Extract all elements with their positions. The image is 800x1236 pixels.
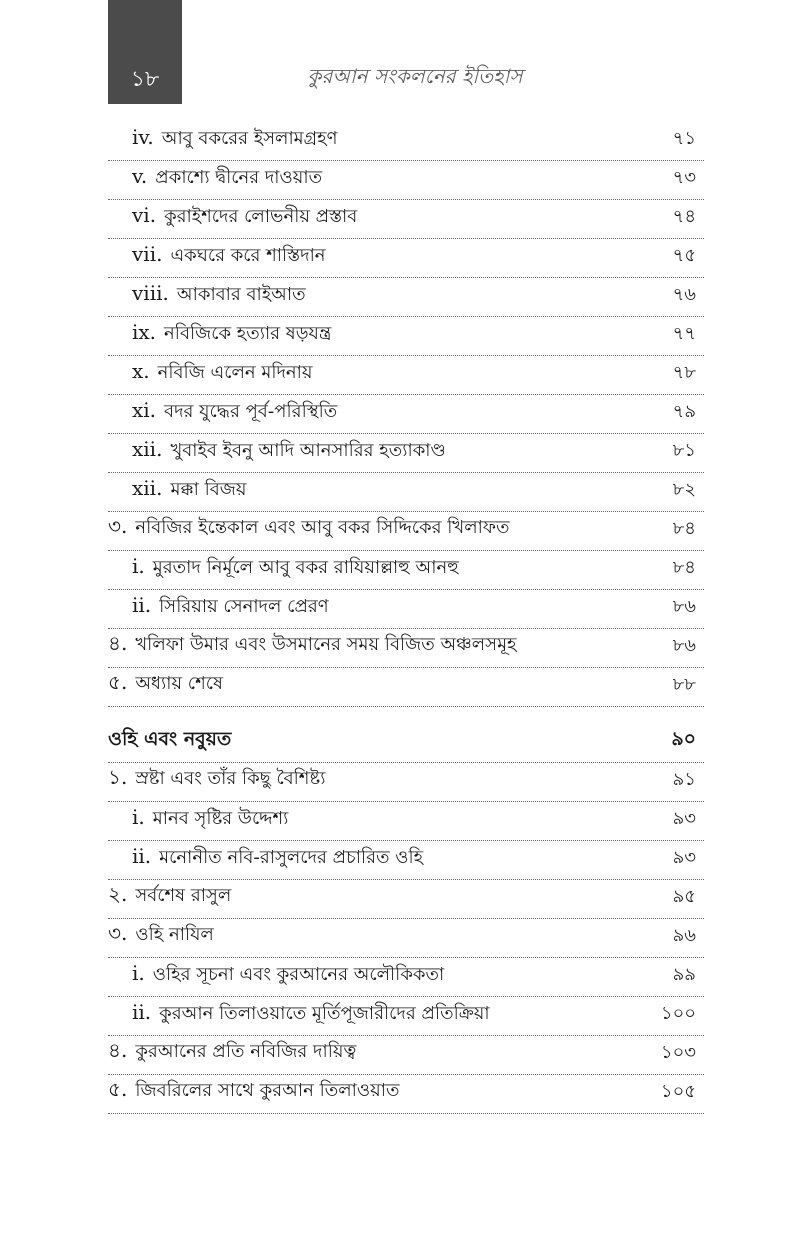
toc-entry-title: স্রষ্টা এবং তাঁর কিছু বৈশিষ্ট্য: [135, 768, 326, 789]
toc-entry-title: প্রকাশ্যে দ্বীনের দাওয়াত: [155, 167, 323, 188]
toc-entry[interactable]: [108, 122, 704, 161]
toc-entry[interactable]: [108, 317, 704, 356]
toc-entry[interactable]: [108, 473, 704, 512]
toc-entry-number: ix.: [132, 320, 157, 344]
toc-entry-page: ৭৮: [672, 362, 696, 383]
toc-entry-page: ৮৮: [672, 674, 696, 695]
toc-entry-number: ৪.: [108, 1038, 128, 1062]
toc-section-page: ৯০: [671, 728, 696, 750]
toc-entry-page: ৯৫: [672, 886, 696, 907]
toc-entry-number: ৫.: [108, 1077, 128, 1101]
toc-entry-number: vii.: [132, 242, 163, 266]
toc-entry-title: মানব সৃষ্টির উদ্দেশ্য: [152, 808, 289, 829]
toc-entry[interactable]: [108, 958, 704, 997]
toc-entry-title: নবিজির ইন্তেকাল এবং আবু বকর সিদ্দিকের খিলাফত: [135, 517, 510, 538]
toc-entry-title: ওহি নাযিল: [135, 924, 214, 945]
running-title: কুরআন সংকলনের ইতিহাস: [307, 64, 523, 88]
toc-entry-number: i.: [132, 961, 145, 985]
toc-entry-number: v.: [132, 164, 148, 188]
toc-entry-number: viii.: [132, 281, 169, 305]
table-of-contents: [108, 122, 704, 1114]
toc-entry-number: ৩.: [108, 514, 128, 538]
toc-entry[interactable]: [108, 763, 704, 802]
toc-entry-title: আকাবার বাইআত: [176, 284, 306, 305]
toc-entry-page: ৮৪: [672, 557, 696, 578]
toc-entry-number: xii.: [132, 476, 163, 500]
toc-section-heading[interactable]: [108, 707, 704, 763]
toc-entry-title: সিরিয়ায় সেনাদল প্রেরণ: [159, 596, 329, 617]
toc-entry-page: ৭৪: [672, 206, 696, 227]
toc-entry-title: মুরতাদ নির্মূলে আবু বকর রাযিয়াল্লাহু আনহু: [152, 557, 459, 578]
toc-entry-page: ৮৬: [672, 596, 696, 617]
toc-entry-title: জিবরিলের সাথে কুরআন তিলাওয়াত: [135, 1080, 400, 1101]
toc-entry-title: নবিজিকে হত্যার ষড়যন্ত্র: [164, 323, 332, 344]
toc-entry[interactable]: [108, 1075, 704, 1114]
toc-entry-title: অধ্যায় শেষে: [135, 673, 223, 694]
toc-entry-number: iv.: [132, 125, 154, 149]
toc-entry-page: ৯৯: [672, 964, 696, 985]
toc-entry-page: ৮১: [672, 440, 696, 461]
toc-entry-number: ii.: [132, 1000, 152, 1024]
toc-entry[interactable]: [108, 1036, 704, 1075]
toc-entry-title: কুরআন তিলাওয়াতে মূর্তিপূজারীদের প্রতিক্রিয়া: [159, 1003, 490, 1024]
toc-section-title: ওহি এবং নবুয়ত: [108, 728, 232, 750]
toc-entry-page: ৮৬: [672, 635, 696, 656]
toc-entry-page: ৯৩: [672, 847, 696, 868]
toc-entry-title: একঘরে করে শাস্তিদান: [170, 245, 326, 266]
toc-entry-title: নবিজি এলেন মদিনায়: [157, 362, 313, 383]
toc-entry-page: ১০৫: [660, 1081, 696, 1102]
toc-entry[interactable]: [108, 239, 704, 278]
toc-entry[interactable]: [108, 629, 704, 668]
toc-entry-number: ১.: [108, 765, 128, 789]
toc-entry-title: কুরআনের প্রতি নবিজির দায়িত্ব: [135, 1041, 357, 1062]
toc-entry-title: খুবাইব ইবনু আদি আনসারির হত্যাকাণ্ড: [170, 440, 446, 461]
toc-entry[interactable]: [108, 997, 704, 1036]
toc-entry[interactable]: [108, 278, 704, 317]
toc-entry[interactable]: [108, 395, 704, 434]
toc-entry[interactable]: [108, 919, 704, 958]
toc-entry-page: ৭৭: [672, 323, 696, 344]
toc-entry-page: ৭৫: [672, 245, 696, 266]
toc-entry-title: ওহির সূচনা এবং কুরআনের অলৌকিকতা: [152, 964, 445, 985]
toc-entry-number: ii.: [132, 844, 152, 868]
page-number-tab: [108, 0, 182, 104]
toc-entry-page: ৯৬: [672, 925, 696, 946]
toc-entry[interactable]: [108, 841, 704, 880]
toc-entry-number: x.: [132, 359, 150, 383]
toc-entry[interactable]: [108, 512, 704, 551]
toc-entry-title: খলিফা উমার এবং উসমানের সময় বিজিত অঞ্চলসমূহ: [135, 634, 517, 655]
toc-entry-number: xii.: [132, 437, 163, 461]
toc-entry-page: ৯১: [672, 769, 696, 790]
toc-entry-number: ii.: [132, 593, 152, 617]
toc-entry-title: সর্বশেষ রাসুল: [135, 885, 232, 906]
toc-entry-title: আবু বকরের ইসলামগ্রহণ: [161, 128, 338, 149]
toc-entry-title: কুরাইশদের লোভনীয় প্রস্তাব: [164, 206, 358, 227]
page-number: ১৮: [130, 67, 160, 92]
toc-entry-title: মক্কা বিজয়: [170, 479, 247, 500]
toc-entry[interactable]: [108, 356, 704, 395]
toc-entry-page: ৮২: [672, 479, 696, 500]
toc-entry[interactable]: [108, 668, 704, 707]
toc-entry-number: ২.: [108, 882, 128, 906]
toc-entry[interactable]: [108, 434, 704, 473]
toc-entry[interactable]: [108, 590, 704, 629]
toc-entry-page: ৯৩: [672, 808, 696, 829]
toc-entry-page: ৭৩: [672, 167, 696, 188]
toc-entry[interactable]: [108, 161, 704, 200]
toc-entry-page: ৭১: [672, 128, 696, 149]
toc-entry[interactable]: [108, 802, 704, 841]
toc-entry-number: vi.: [132, 203, 157, 227]
toc-entry-number: ৩.: [108, 921, 128, 945]
toc-entry-title: বদর যুদ্ধের পূর্ব-পরিস্থিতি: [164, 401, 338, 422]
toc-entry-title: মনোনীত নবি-রাসুলদের প্রচারিত ওহি: [159, 847, 424, 868]
toc-entry-number: xi.: [132, 398, 157, 422]
toc-entry-number: i.: [132, 554, 145, 578]
toc-entry[interactable]: [108, 880, 704, 919]
toc-entry-page: ৭৬: [672, 284, 696, 305]
toc-entry-number: i.: [132, 805, 145, 829]
toc-entry-page: ৭৯: [672, 401, 696, 422]
toc-entry-number: ৫.: [108, 670, 128, 694]
toc-entry-page: ৮৪: [672, 518, 696, 539]
toc-entry[interactable]: [108, 200, 704, 239]
toc-entry-page: ১০৩: [660, 1042, 696, 1063]
toc-entry-number: ৪.: [108, 631, 128, 655]
toc-entry[interactable]: [108, 551, 704, 590]
toc-entry-page: ১০০: [660, 1003, 696, 1024]
